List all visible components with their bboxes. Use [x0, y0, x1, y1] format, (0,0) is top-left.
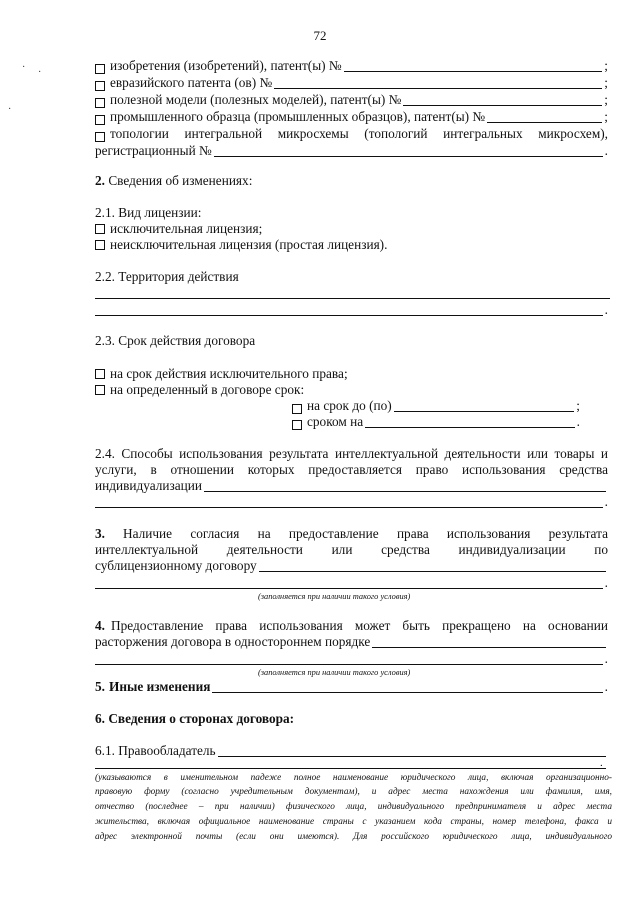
line-end: .: [604, 494, 608, 509]
line-end: .: [604, 679, 608, 694]
field-label: полезной модели (полезных моделей), патент(ы) №: [110, 92, 402, 107]
field-label: сублицензионному договору: [95, 558, 257, 573]
input-line[interactable]: [259, 559, 606, 572]
term-until-line: [292, 398, 580, 414]
fine-print-line: правовую форму (согласно учредительным документам), и адрес места нахождения или фамилия, имя,: [95, 787, 612, 797]
line-end: .: [600, 757, 603, 769]
section-6-heading: [95, 711, 608, 727]
topology-line: [95, 126, 608, 142]
checkbox[interactable]: [95, 369, 105, 379]
checkbox[interactable]: [95, 64, 105, 74]
input-line[interactable]: [274, 76, 602, 89]
section-4-line1: [95, 618, 608, 634]
field-label: Иные изменения: [108, 679, 211, 694]
section-2-2-title: 2.2. Территория действия: [95, 269, 239, 284]
input-line[interactable]: [394, 399, 575, 412]
field-label: на срок до (по): [307, 398, 392, 413]
section-4-line2: [95, 634, 608, 650]
input-line[interactable]: [95, 652, 603, 665]
checkbox[interactable]: [95, 240, 105, 250]
territory-line-2: [95, 302, 608, 318]
license-nonexclusive-option: [95, 237, 608, 253]
option-label: на срок действия исключительного права;: [110, 366, 348, 381]
section-3-line2: интеллектуальной деятельности или средства индивидуализации по: [95, 542, 608, 557]
page-number: 72: [313, 28, 327, 43]
field-label: евразийского патента (ов) №: [110, 75, 273, 90]
patent-line-industrial-design: [95, 109, 608, 125]
fine-print-line: жительства, включая официальное наименование страны с указанием кода страны, номер телефона, факса и: [95, 817, 612, 827]
patent-line-utility-model: [95, 92, 608, 108]
input-line[interactable]: [95, 768, 606, 769]
section-number: 4.: [95, 618, 105, 633]
patent-line-invention: [95, 58, 608, 74]
section-2-4-line2: услуги, в отношении которых предоставляется право использования средства: [95, 462, 608, 477]
scan-mark: ·: [22, 62, 26, 73]
registration-line: [95, 143, 608, 159]
option-label: неисключительная лицензия (простая лицензия).: [110, 237, 388, 252]
line-end: ;: [604, 75, 608, 90]
scan-mark: ·: [38, 67, 42, 78]
input-line[interactable]: [95, 303, 603, 316]
field-label: сроком на: [307, 414, 364, 429]
input-line[interactable]: [372, 635, 606, 648]
line-end: ;: [604, 109, 608, 124]
input-line[interactable]: [487, 110, 602, 123]
input-line[interactable]: [95, 576, 603, 589]
fine-print-line: отчество (последнее – при наличии) физического лица, индивидуального предпринимателя и адрес места: [95, 802, 612, 812]
checkbox[interactable]: [95, 115, 105, 125]
term-exclusive-right-option: [95, 366, 608, 382]
scan-mark: ·: [8, 104, 12, 115]
checkbox[interactable]: [95, 224, 105, 234]
section-3-line1: [95, 526, 608, 542]
section-3-line4: [95, 575, 608, 591]
field-label: регистрационный №: [95, 143, 212, 158]
input-line[interactable]: [344, 59, 603, 72]
patent-line-eurasian: [95, 75, 608, 91]
field-label: промышленного образца (промышленных образцов), патент(ы) №: [110, 109, 486, 124]
term-defined-option: [95, 382, 608, 398]
section-2-1-title: 2.1. Вид лицензии:: [95, 205, 202, 220]
option-label: на определенный в договоре срок:: [110, 382, 305, 397]
field-label: расторжения договора в одностороннем порядке: [95, 634, 371, 649]
section-number: 6.: [95, 711, 105, 726]
section-2-4-line4: [95, 494, 608, 510]
line-end: ;: [576, 398, 580, 413]
checkbox[interactable]: [95, 81, 105, 91]
section-title: Сведения об изменениях:: [108, 173, 253, 188]
checkbox[interactable]: [292, 404, 302, 414]
section-2-3-title: 2.3. Срок действия договора: [95, 333, 256, 348]
license-exclusive-option: [95, 221, 608, 237]
line-end: .: [604, 143, 608, 158]
checkbox[interactable]: [95, 385, 105, 395]
fine-print-line: адрес электронной почты (если они имеются). Для российского юридического лица, индивидуального: [95, 832, 612, 842]
condition-note: (заполняется при наличии такого условия): [258, 592, 411, 601]
input-line[interactable]: [95, 298, 610, 299]
line-end: .: [604, 302, 608, 317]
section-text: Предоставление права использования может быть прекращено на основании: [110, 618, 608, 633]
line-end: .: [604, 575, 608, 590]
line-end: .: [604, 651, 608, 666]
section-text: Наличие согласия на предоставление права использования результата: [122, 526, 608, 541]
field-label: 6.1. Правообладатель: [95, 743, 216, 758]
section-5-line: [95, 679, 608, 695]
checkbox[interactable]: [95, 98, 105, 108]
section-2-heading: [95, 173, 608, 189]
section-2-4-line3: [95, 478, 608, 494]
section-3-line3: [95, 558, 608, 574]
fine-print-line: (указываются в именительном падеже полное наименование юридического лица, включая организационно-: [95, 773, 612, 783]
input-line[interactable]: [204, 479, 606, 492]
condition-note: (заполняется при наличии такого условия): [258, 668, 411, 677]
line-end: ;: [604, 92, 608, 107]
checkbox[interactable]: [292, 420, 302, 430]
input-line[interactable]: [212, 680, 602, 693]
right-holder-line: [95, 743, 608, 759]
option-label: исключительная лицензия;: [110, 221, 263, 236]
section-title: Сведения о сторонах договора:: [108, 711, 295, 726]
line-end: .: [576, 414, 580, 429]
topology-text: топологии интегральной микросхемы (топологий интегральных микросхем),: [110, 126, 608, 141]
input-line[interactable]: [365, 415, 575, 428]
field-label: изобретения (изобретений), патент(ы) №: [110, 58, 342, 73]
checkbox[interactable]: [95, 132, 105, 142]
input-line[interactable]: [214, 144, 603, 157]
field-label: индивидуализации: [95, 478, 203, 493]
section-number: 5.: [95, 679, 105, 694]
term-duration-line: [292, 414, 580, 430]
line-end: ;: [604, 58, 608, 73]
input-line[interactable]: [403, 93, 602, 106]
section-number: 2.: [95, 173, 105, 188]
section-2-4-line1: 2.4. Способы использования результата интеллектуальной деятельности или товары и: [95, 446, 608, 461]
input-line[interactable]: [95, 495, 603, 508]
input-line[interactable]: [218, 744, 606, 757]
section-number: 3.: [95, 526, 105, 541]
section-4-line3: [95, 651, 608, 667]
